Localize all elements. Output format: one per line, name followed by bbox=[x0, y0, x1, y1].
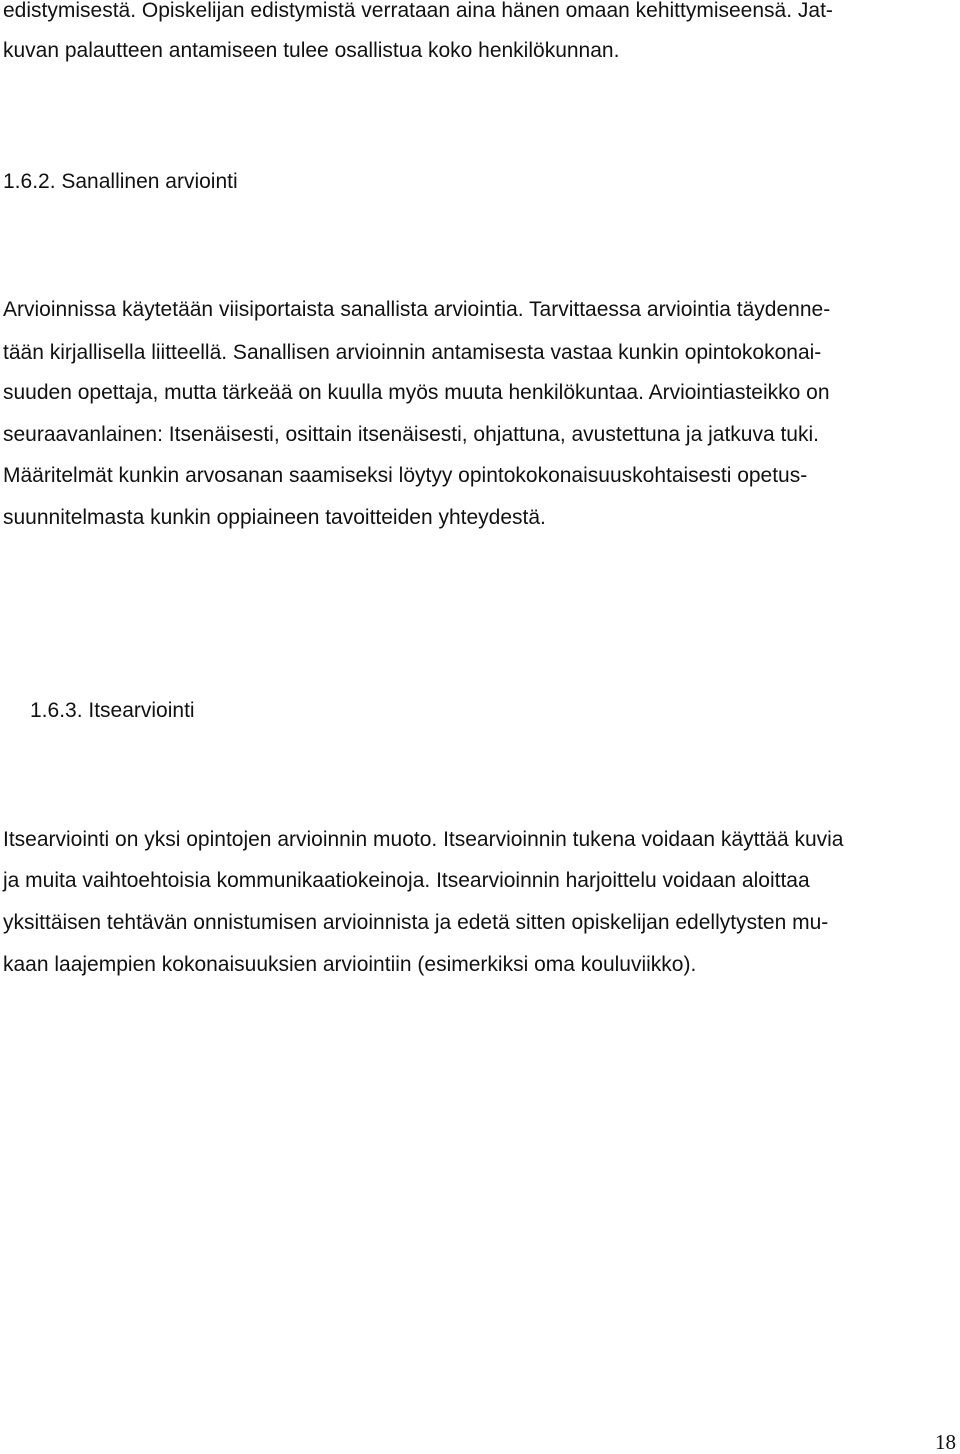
paragraph-line: yksittäisen tehtävän onnistumisen arvioinnista ja edetä sitten opiskelijan edellytysten mu- bbox=[3, 911, 829, 934]
paragraph-line: Itsearviointi on yksi opintojen arvioinnin muoto. Itsearvioinnin tukena voidaan käyttää kuvia bbox=[3, 828, 844, 851]
paragraph-line: Arvioinnissa käytetään viisiportaista sanallista arviointia. Tarvittaessa arviointia täydenne- bbox=[3, 298, 831, 321]
section-heading-1-6-2: 1.6.2. Sanallinen arviointi bbox=[3, 170, 238, 193]
paragraph-line: kaan laajempien kokonaisuuksien arviointiin (esimerkiksi oma kouluviikko). bbox=[3, 953, 697, 976]
paragraph-line: kuvan palautteen antamiseen tulee osallistua koko henkilökunnan. bbox=[3, 39, 620, 62]
paragraph-line: suunnitelmasta kunkin oppiaineen tavoitteiden yhteydestä. bbox=[3, 506, 546, 529]
paragraph-line: suuden opettaja, mutta tärkeää on kuulla myös muuta henkilökuntaa. Arviointiasteikko on bbox=[3, 381, 830, 404]
paragraph-line: Määritelmät kunkin arvosanan saamiseksi löytyy opintokokonaisuuskohtaisesti opetus- bbox=[3, 464, 808, 487]
page-number: 18 bbox=[935, 1430, 956, 1454]
paragraph-line: ja muita vaihtoehtoisia kommunikaatiokeinoja. Itsearvioinnin harjoittelu voidaan aloittaa bbox=[3, 869, 810, 892]
paragraph-line: seuraavanlainen: Itsenäisesti, osittain itsenäisesti, ohjattuna, avustettuna ja jatkuva tuki. bbox=[3, 423, 819, 446]
paragraph-line: tään kirjallisella liitteellä. Sanallisen arvioinnin antamisesta vastaa kunkin opintokokonai- bbox=[3, 341, 822, 364]
section-heading-1-6-3: 1.6.3. Itsearviointi bbox=[30, 699, 195, 722]
paragraph-line: edistymisestä. Opiskelijan edistymistä verrataan aina hänen omaan kehittymiseensä. Jat- bbox=[3, 0, 833, 22]
